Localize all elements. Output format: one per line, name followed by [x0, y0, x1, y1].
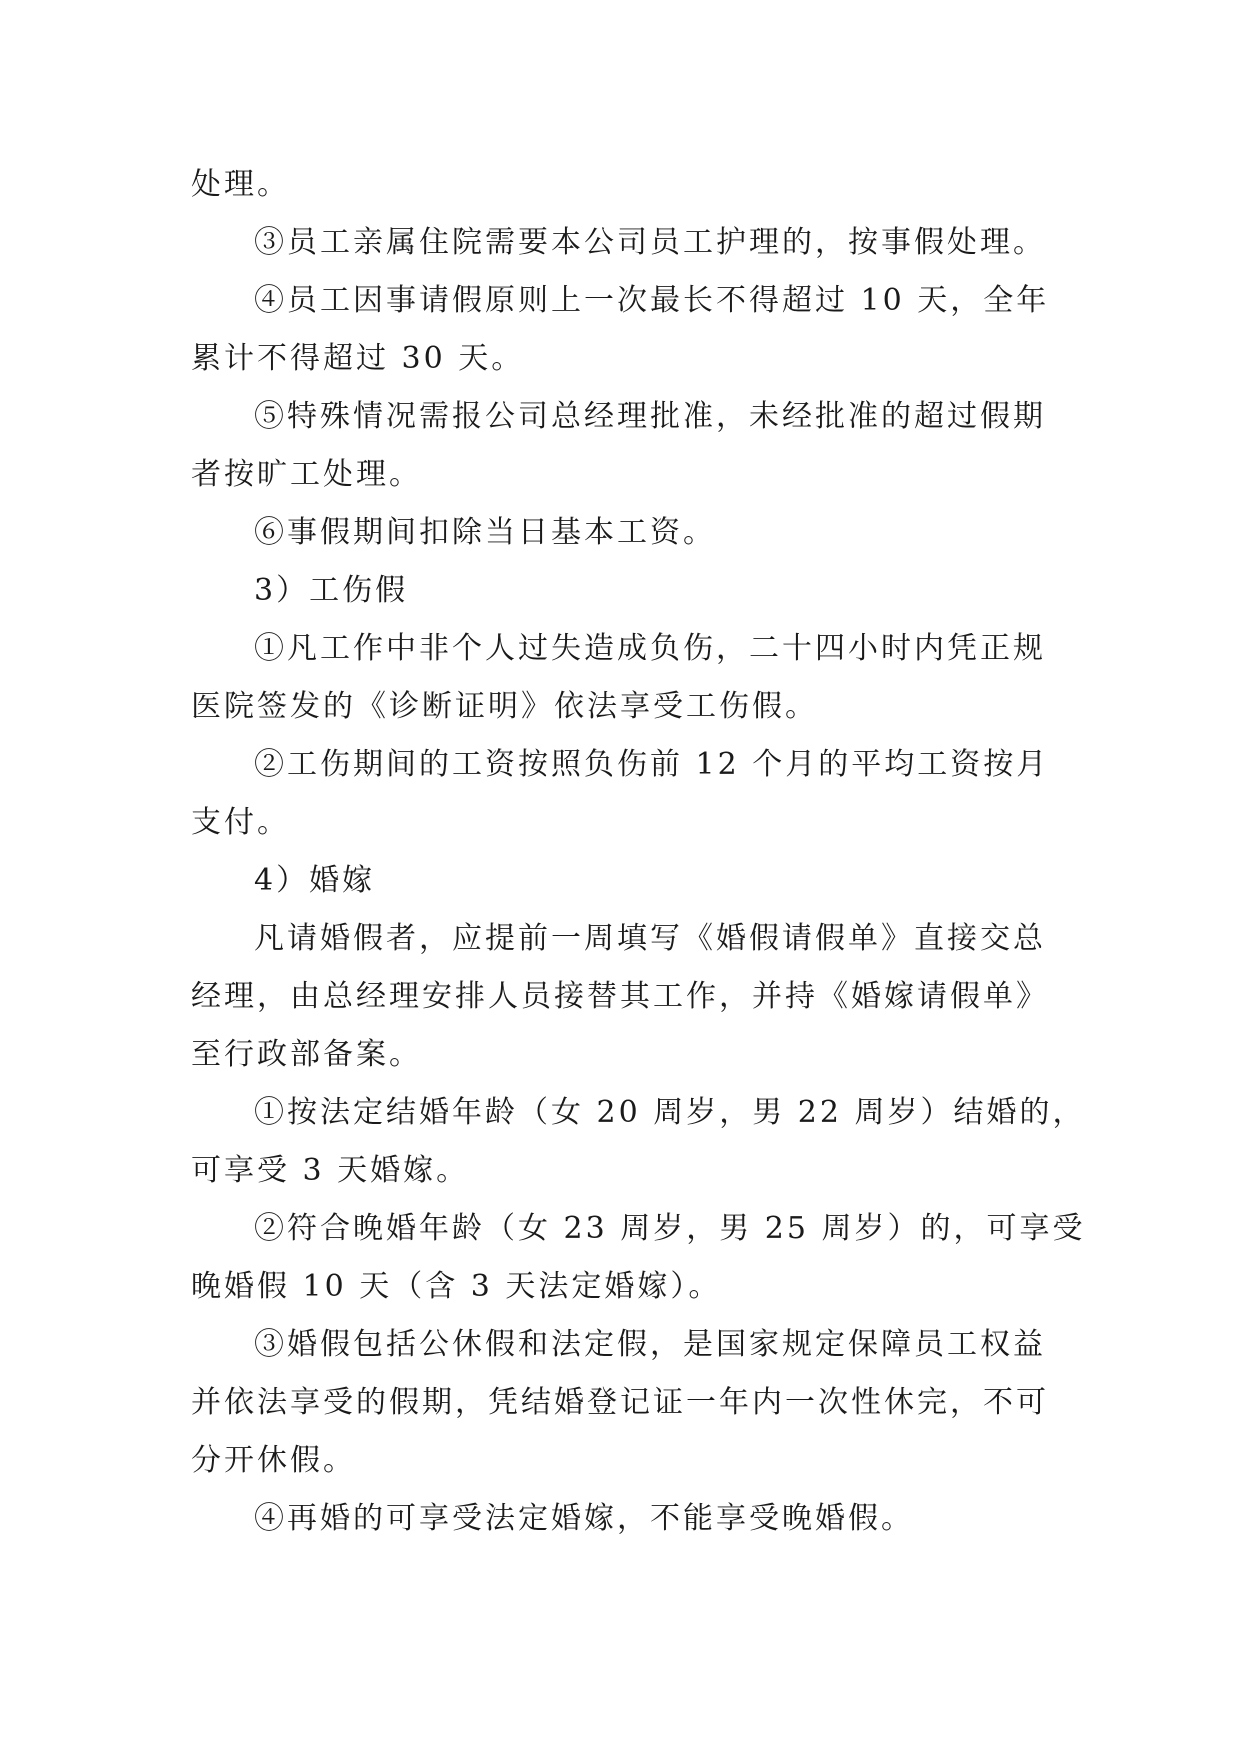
- text-line: 者按旷工处理。: [191, 457, 422, 492]
- text-line: 凡请婚假者，应提前一周填写《婚假请假单》直接交总: [254, 921, 1046, 956]
- text-line: 医院签发的《诊断证明》依法享受工伤假。: [191, 689, 818, 724]
- text-line: ③员工亲属住院需要本公司员工护理的，按事假处理。: [254, 225, 1046, 260]
- text-line: 累计不得超过 30 天。: [191, 341, 525, 376]
- text-line: ②符合晚婚年龄（女 23 周岁，男 25 周岁）的，可享受: [254, 1211, 1086, 1246]
- text-line: 可享受 3 天婚嫁。: [191, 1153, 470, 1188]
- section-heading: 4）婚嫁: [254, 863, 376, 898]
- text-line: 分开休假。: [191, 1443, 356, 1478]
- text-line: 经理，由总经理安排人员接替其工作，并持《婚嫁请假单》: [191, 979, 1049, 1014]
- text-line: ④再婚的可享受法定婚嫁，不能享受晚婚假。: [254, 1501, 914, 1536]
- text-line: ⑥事假期间扣除当日基本工资。: [254, 515, 716, 550]
- text-line: ⑤特殊情况需报公司总经理批准，未经批准的超过假期: [254, 399, 1046, 434]
- document-page: [191, 156, 1086, 1548]
- text-line: ①按法定结婚年龄（女 20 周岁，男 22 周岁）结婚的，: [254, 1095, 1086, 1130]
- text-line: 晚婚假 10 天（含 3 天法定婚嫁）。: [191, 1269, 722, 1304]
- text-line: ④员工因事请假原则上一次最长不得超过 10 天，全年: [254, 283, 1050, 318]
- text-line: 处理。: [191, 167, 290, 202]
- text-line: 至行政部备案。: [191, 1037, 422, 1072]
- section-heading: 3）工伤假: [254, 573, 409, 608]
- text-line: ①凡工作中非个人过失造成负伤，二十四小时内凭正规: [254, 631, 1046, 666]
- text-line: ②工伤期间的工资按照负伤前 12 个月的平均工资按月: [254, 747, 1050, 782]
- text-line: 支付。: [191, 805, 290, 840]
- text-line: ③婚假包括公休假和法定假，是国家规定保障员工权益: [254, 1327, 1046, 1362]
- text-line: 并依法享受的假期，凭结婚登记证一年内一次性休完，不可: [191, 1385, 1049, 1420]
